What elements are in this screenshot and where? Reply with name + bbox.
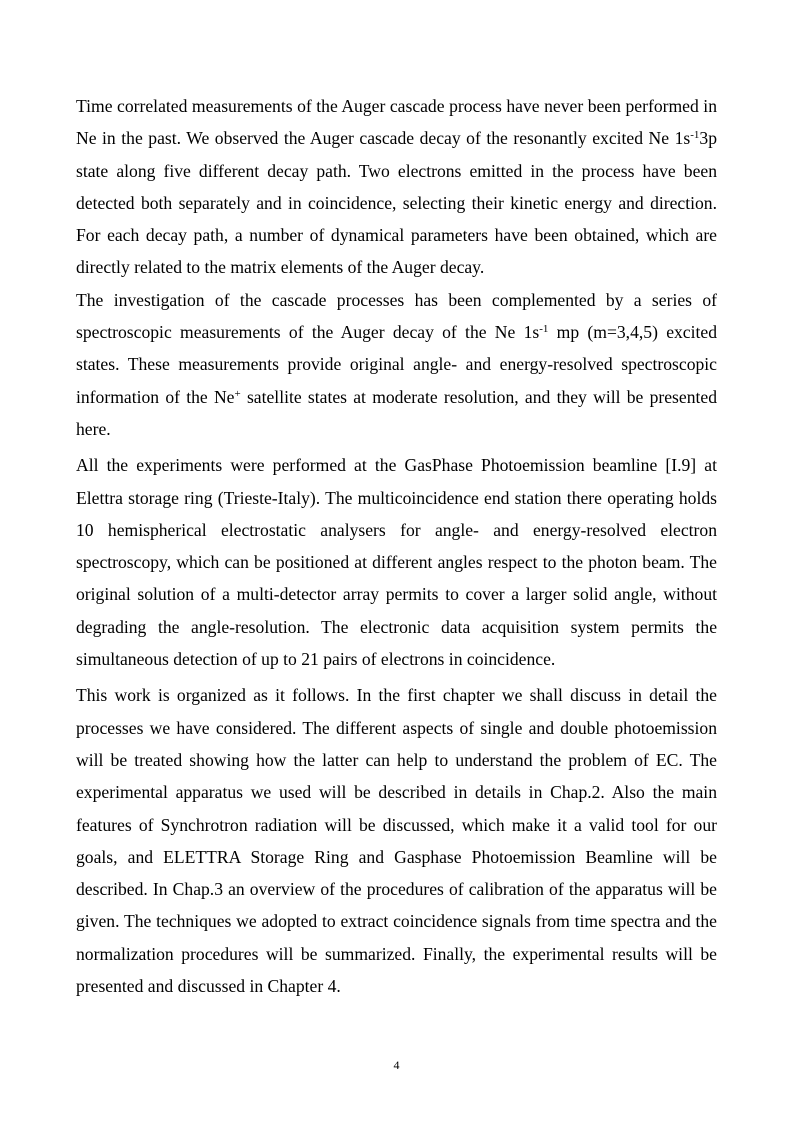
- text-run: 3p state along five different decay path. Two electrons emitted in the process have been detected both separately and in coincidence, selecting their kinetic energy and direction. For each decay path, a number of dynamical parameters have been obtained, which are directly related to the matrix elements of the Auger decay.: [76, 128, 717, 278]
- superscript: -1: [690, 129, 700, 142]
- text-run: satellite states at moderate resolution, and they will be presented here.: [76, 386, 717, 439]
- superscript: -1: [539, 323, 549, 336]
- text-run: All the experiments were performed at the GasPhase Photoemission beamline [I.9] at Elettra storage ring (Trieste-Italy). The multicoincidence end station there operating holds 10 hemispherical electrostatic analysers for angle- and energy-resolved electron spectroscopy, which can be positioned at different angles respect to the photon beam. The original solution of a multi-detector array permits to cover a larger solid angle, without degrading the angle-resolution. The electronic data acquisition system permits the simultaneous detection of up to 21 pairs of electrons in coincidence.: [76, 455, 717, 670]
- superscript: +: [234, 387, 241, 400]
- text-run: The investigation of the cascade processes has been complemented by a series of spectroscopic measurements of the Auger decay of the Ne 1s: [76, 289, 717, 343]
- paragraph-spectroscopic-measurements: [76, 284, 717, 445]
- text-run: This work is organized as it follows. In the first chapter we shall discuss in detail the processes we have considered. The different aspects of single and double photoemission will be treated showing how the latter can help to understand the problem of EC. The experimental apparatus we used will be described in details in Chap.2. Also the main features of Synchrotron radiation will be discussed, which make it a valid tool for our goals, and ELETTRA Storage Ring and Gasphase Photoemission Beamline will be described. In Chap.3 an overview of the procedures of calibration of the apparatus will be given. The techniques we adopted to extract coincidence signals from time spectra and the normalization procedures will be summarized. Finally, the experimental results will be presented and discussed in Chapter 4.: [76, 685, 717, 997]
- text-run: Time correlated measurements of the Auger cascade process have never been performed in Ne in the past. We observed the Auger cascade decay of the resonantly excited Ne 1s: [76, 96, 717, 149]
- body-text: [76, 90, 717, 1002]
- paragraph-experiments: [76, 449, 717, 675]
- paragraph-organization: [76, 679, 717, 1002]
- text-run: mp (m=3,4,5) excited states. These measurements provide original angle- and energy-resolved spectroscopic information of the Ne: [76, 322, 717, 407]
- page-number: 4: [393, 1058, 400, 1072]
- paragraph-auger-cascade: [76, 90, 717, 284]
